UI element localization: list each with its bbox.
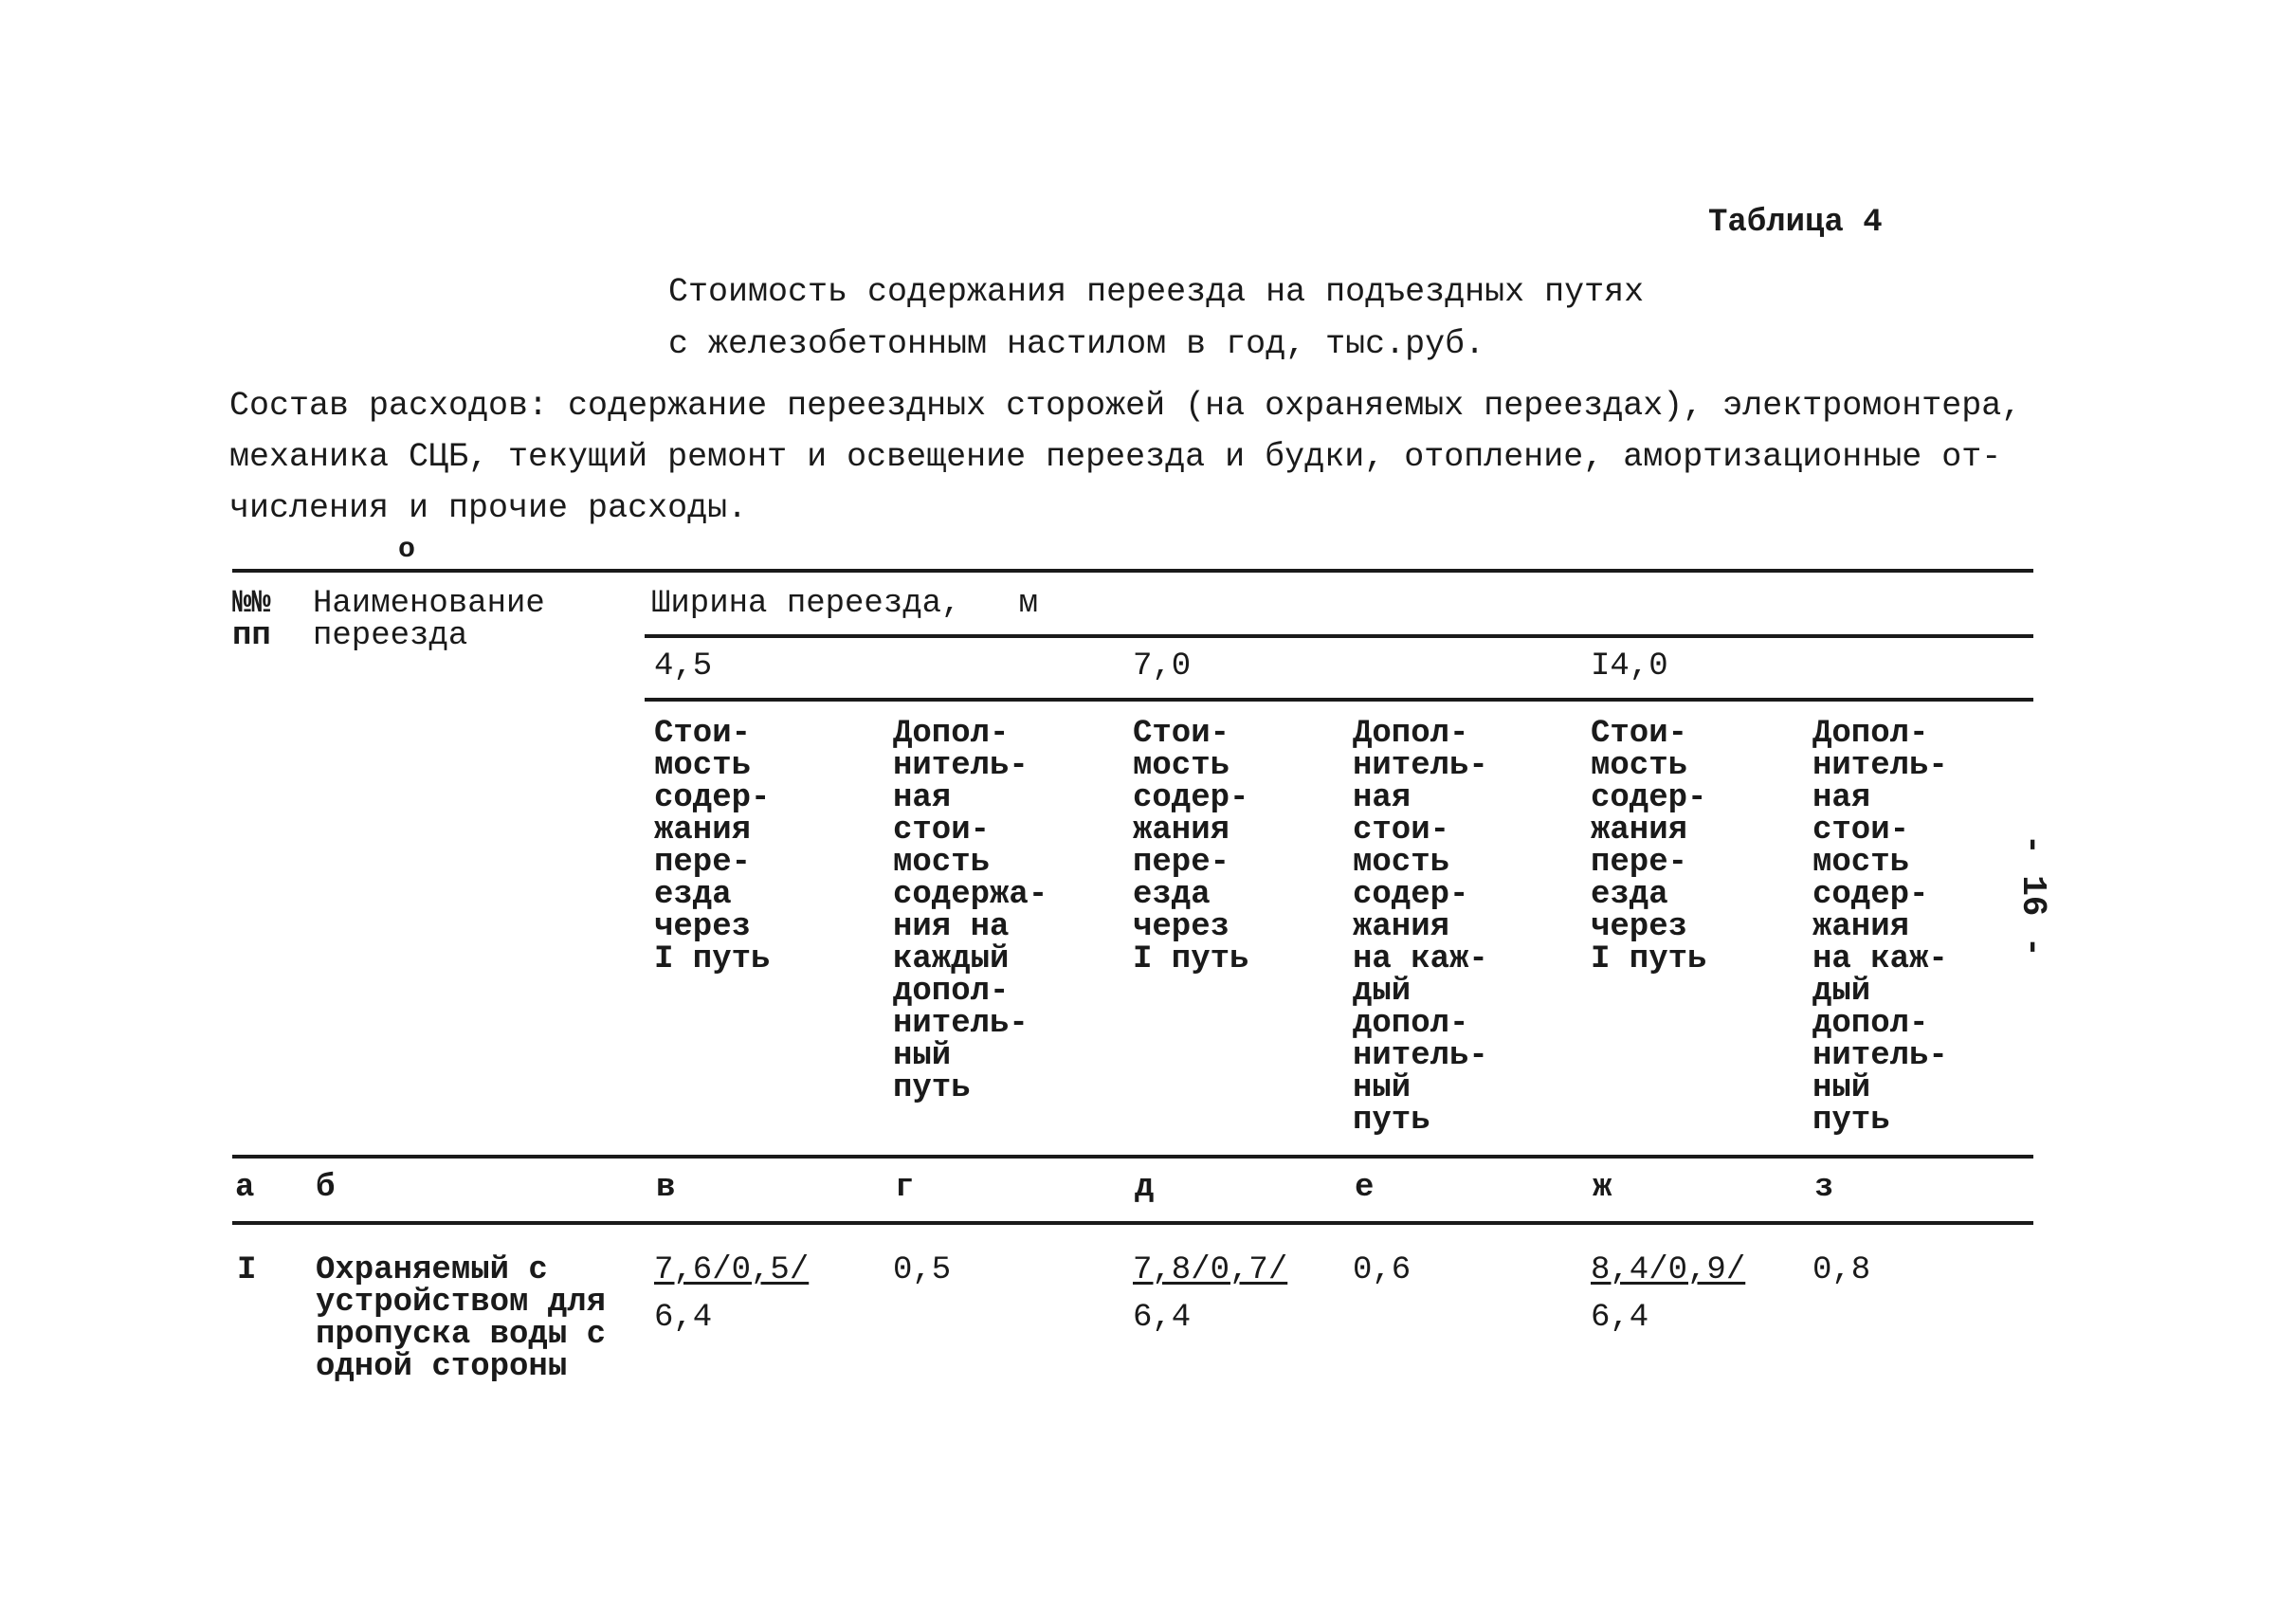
table-row-name: Охраняемый с устройством для пропуска воды с одной стороны [316,1252,607,1385]
width-value-14-0: I4,0 [1591,648,1668,684]
page-number: - 16 - [2013,834,2052,958]
col-letter-zh: ж [1593,1170,1612,1206]
cell-cost-7-0-bottom: 6,4 [1133,1300,1192,1336]
col-letter-b: б [316,1170,336,1206]
width-group-rule [645,634,2033,638]
col-header-width-group: Ширина переезда, м [651,586,1039,622]
col-letter-e: е [1355,1170,1375,1206]
col-letter-a: а [235,1170,255,1206]
col-header-base-cost-7-0: Стои- мость содер- жания пере- езда через I путь [1133,716,1249,977]
col-letter-g: г [895,1170,915,1206]
intro-line-1: Состав расходов: содержание переездных сторожей (на охраняемых переездах), электромонтера, [229,387,2022,425]
cell-cost-4-5-top: 7,6/0,5/ [654,1252,810,1288]
table-caption-label: Таблица 4 [1708,205,1883,241]
table-row-number: I [237,1252,257,1288]
width-values-rule [645,698,2033,702]
cell-cost-7-0-top: 7,8/0,7/ [1133,1252,1288,1288]
cell-extra-4-5: 0,5 [893,1252,952,1288]
letters-bottom-rule [232,1221,2033,1225]
intro-line-2: механика СЦБ, текущий ремонт и освещение переезда и будки, отопление, амортизационные от- [229,438,2002,476]
width-value-7-0: 7,0 [1133,648,1192,684]
col-header-number: №№ пп [232,586,271,654]
header-bottom-rule [232,1155,2033,1159]
col-letter-v: в [656,1170,676,1206]
col-header-extra-cost-7-0: Допол- нитель- ная стои- мость содер- жания на каж- дый допол- нитель- ный путь [1353,716,1488,1139]
cell-cost-4-5-bottom: 6,4 [654,1300,713,1336]
cell-cost-14-0-top: 8,4/0,9/ [1591,1252,1746,1288]
col-letter-d: д [1135,1170,1155,1206]
col-header-base-cost-14-0: Стои- мость содер- жания пере- езда через I путь [1591,716,1707,977]
table-title-line-2: с железобетонным настилом в год, тыс.руб. [668,325,1485,363]
table-title-line-1: Стоимость содержания переезда на подъездных путях [668,273,1645,311]
col-header-extra-cost-4-5: Допол- нитель- ная стои- мость содержа- ния на каждый допол- нитель- ный путь [893,716,1048,1106]
stray-mark: о [398,534,416,566]
cell-cost-14-0-bottom: 6,4 [1591,1300,1649,1336]
table-top-rule [232,569,2033,573]
cell-extra-7-0: 0,6 [1353,1252,1412,1288]
col-letter-z: з [1814,1170,1834,1206]
col-header-base-cost-4-5: Стои- мость содер- жания пере- езда через I путь [654,716,771,977]
intro-line-3: числения и прочие расходы. [229,489,748,527]
col-header-extra-cost-14-0: Допол- нитель- ная стои- мость содер- жания на каж- дый допол- нитель- ный путь [1812,716,1948,1139]
cell-extra-14-0: 0,8 [1812,1252,1871,1288]
col-header-name: Наименование переезда [313,586,545,654]
width-value-4-5: 4,5 [654,648,713,684]
